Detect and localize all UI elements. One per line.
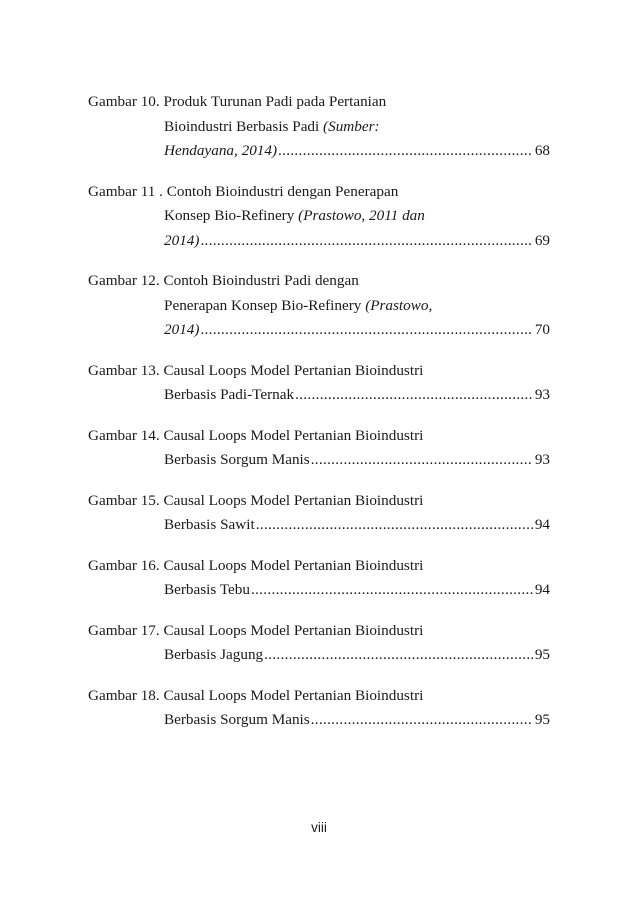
page-number: 70 <box>534 321 550 338</box>
toc-entry <box>88 180 550 254</box>
entry-last-text <box>164 513 255 538</box>
entry-leader-line <box>88 578 550 603</box>
dot-leader <box>200 318 532 343</box>
page-number: 93 <box>534 451 550 468</box>
page-number: 69 <box>534 231 550 249</box>
entry-last-text <box>164 139 277 164</box>
dot-leader <box>311 448 533 473</box>
dot-leader <box>264 643 533 668</box>
dot-leader <box>278 139 533 164</box>
entry-last-text <box>164 578 250 603</box>
dot-leader <box>295 383 533 408</box>
page-number: 68 <box>534 142 550 159</box>
toc-entry <box>88 489 550 538</box>
entry-last-text <box>164 318 199 343</box>
entry-source-italic: 2014) <box>164 231 200 249</box>
entry-text: Berbasis Sorgum Manis <box>164 451 310 468</box>
entry-title-line: Gambar 11 . Contoh Bioindustri dengan Penerapan <box>88 182 399 200</box>
entry-title-line: Gambar 17. Causal Loops Model Pertanian Bioindustri <box>88 621 424 639</box>
entry-text: Konsep Bio-Refinery <box>164 207 299 224</box>
entry-continuation-line <box>88 115 550 140</box>
page-number: 94 <box>534 516 550 533</box>
toc-entry <box>88 424 550 473</box>
entry-text: Penerapan Konsep Bio-Refinery <box>164 296 366 314</box>
entry-leader-line <box>88 513 550 538</box>
entry-title-line: Gambar 10. Produk Turunan Padi pada Pertanian <box>88 93 387 110</box>
footer-page-number: viii <box>311 820 327 835</box>
entry-leader-line <box>88 448 550 473</box>
entry-continuation-line <box>88 294 550 319</box>
entry-last-text <box>164 229 199 254</box>
entry-source-italic: (Prastowo, <box>365 296 433 314</box>
list-of-figures <box>88 90 550 749</box>
entry-title-line: Gambar 14. Causal Loops Model Pertanian Bioindustri <box>88 426 424 444</box>
page-number: 94 <box>534 581 550 598</box>
entry-last-text <box>164 383 294 408</box>
dot-leader <box>251 578 533 603</box>
entry-last-text <box>164 643 263 668</box>
entry-text: Berbasis Padi-Ternak <box>164 386 295 403</box>
entry-leader-line <box>88 643 550 668</box>
entry-text: Bioindustri Berbasis Padi <box>164 117 324 135</box>
page-number: 95 <box>534 646 550 663</box>
entry-leader-line <box>88 139 550 164</box>
entry-last-text <box>164 448 310 473</box>
toc-entry <box>88 619 550 668</box>
entry-last-text <box>164 708 310 733</box>
entry-text: Berbasis Sawit <box>164 516 255 533</box>
dot-leader <box>311 708 533 733</box>
entry-source-italic: (Sumber: <box>323 117 380 135</box>
entry-title-line: Gambar 13. Causal Loops Model Pertanian Bioindustri <box>88 361 424 379</box>
toc-entry <box>88 90 550 164</box>
entry-leader-line <box>88 708 550 733</box>
entry-continuation-line <box>88 204 550 229</box>
entry-title-line: Gambar 15. Causal Loops Model Pertanian Bioindustri <box>88 491 424 509</box>
entry-leader-line <box>88 229 550 254</box>
entry-leader-line <box>88 383 550 408</box>
entry-text: Berbasis Tebu <box>164 581 250 598</box>
entry-title-line: Gambar 18. Causal Loops Model Pertanian Bioindustri <box>88 686 424 704</box>
entry-source-italic: Hendayana, 2014) <box>164 142 278 159</box>
entry-source-italic: 2014) <box>164 321 200 338</box>
toc-entry <box>88 269 550 343</box>
page-number: 93 <box>534 386 550 403</box>
entry-title-line: Gambar 16. Causal Loops Model Pertanian Bioindustri <box>88 556 424 574</box>
entry-text: Berbasis Sorgum Manis <box>164 711 310 728</box>
dot-leader <box>256 513 533 538</box>
toc-entry <box>88 684 550 733</box>
entry-title-line: Gambar 12. Contoh Bioindustri Padi dengan <box>88 272 359 289</box>
entry-text: Berbasis Jagung <box>164 646 264 663</box>
entry-leader-line <box>88 318 550 343</box>
toc-entry <box>88 554 550 603</box>
toc-entry <box>88 359 550 408</box>
dot-leader <box>200 229 532 254</box>
entry-source-italic: (Prastowo, 2011 dan <box>298 207 425 224</box>
page-number: 95 <box>534 711 550 728</box>
